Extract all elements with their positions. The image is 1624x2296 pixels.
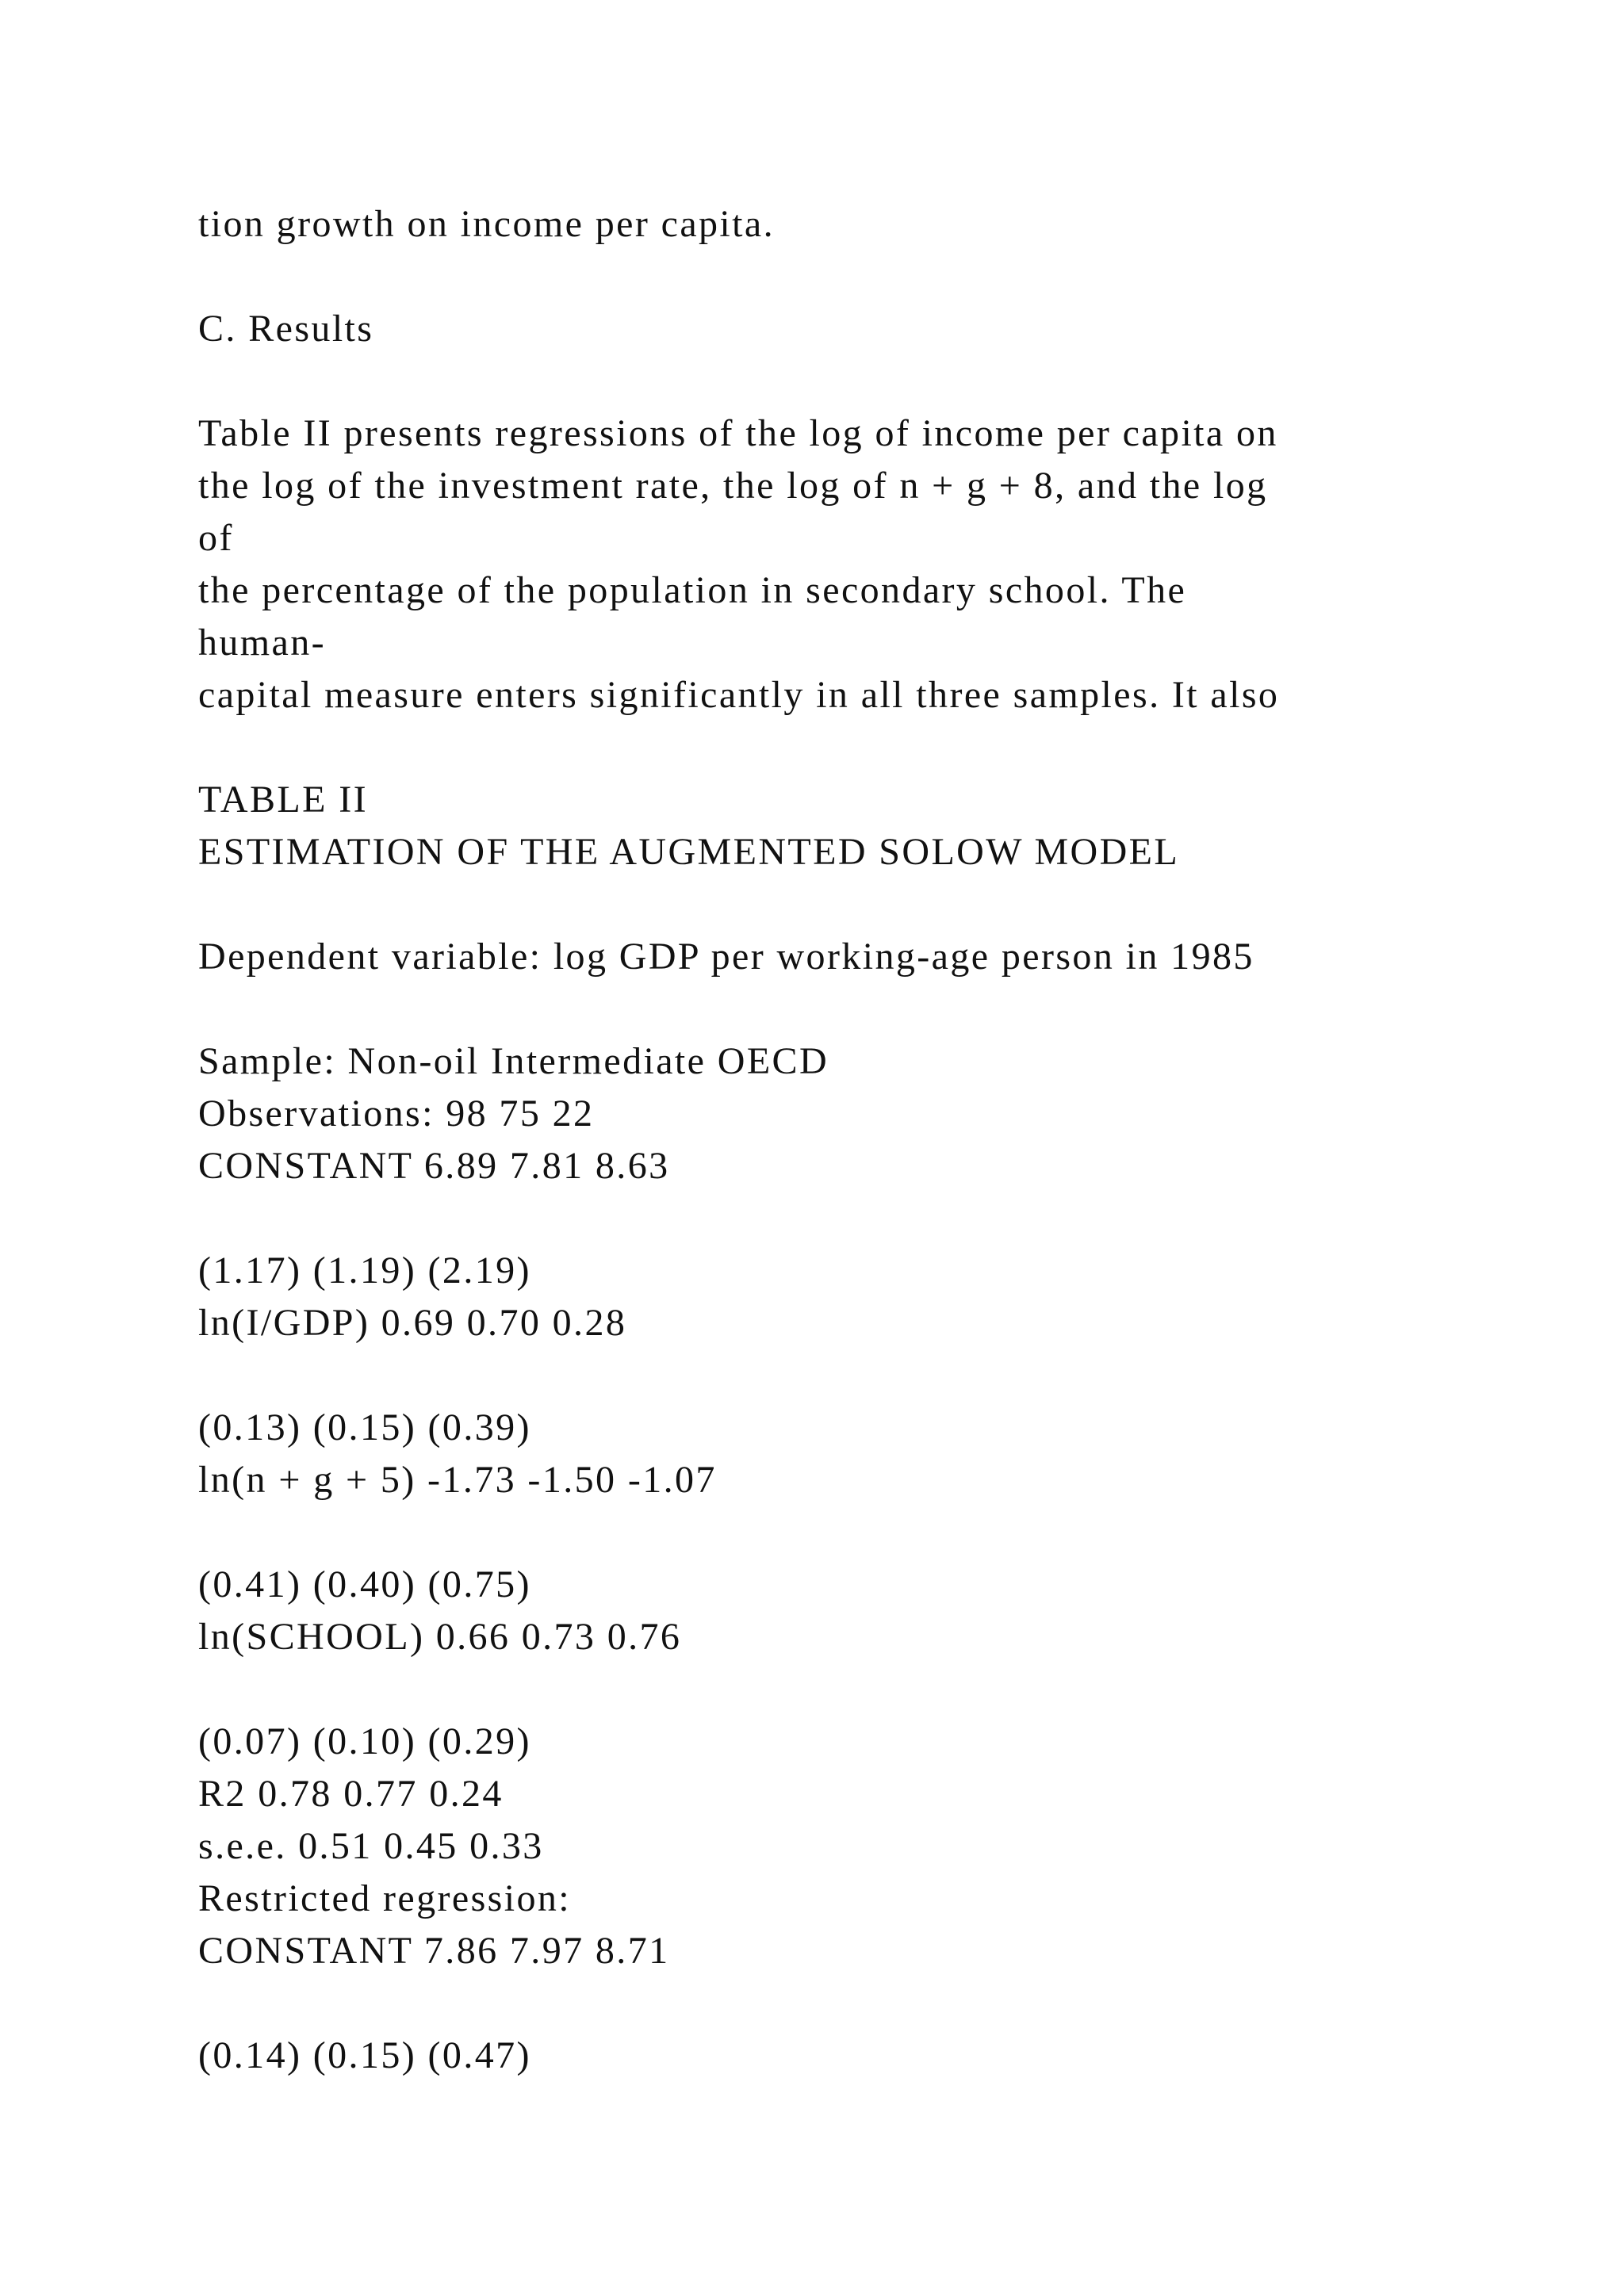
text-line: the percentage of the population in secondary school. The — [198, 569, 1187, 611]
text-line: capital measure enters significantly in all three samples. It also — [198, 674, 1280, 716]
text-line: human- — [198, 622, 327, 664]
text-line: tion growth on income per capita. — [198, 203, 776, 245]
table-title: ESTIMATION OF THE AUGMENTED SOLOW MODEL — [198, 831, 1180, 873]
blank-line — [198, 1977, 1546, 2030]
table-stderr-row: (0.41) (0.40) (0.75) — [198, 1563, 531, 1605]
section-heading: C. Results — [198, 308, 374, 350]
table-constant-row: CONSTANT 6.89 7.81 8.63 — [198, 1145, 670, 1187]
text-line: of — [198, 517, 234, 559]
blank-line — [198, 251, 1546, 303]
table-stderr-row: (0.07) (0.10) (0.29) — [198, 1720, 531, 1762]
blank-line — [198, 355, 1546, 408]
blank-line — [198, 1663, 1546, 1716]
table-stderr-row: (0.14) (0.15) (0.47) — [198, 2034, 531, 2076]
table-investment-row: ln(I/GDP) 0.69 0.70 0.28 — [198, 1302, 627, 1344]
text-line: the log of the investment rate, the log of n + g + 8, and the log — [198, 465, 1268, 507]
blank-line — [198, 1192, 1546, 1245]
blank-line — [198, 1349, 1546, 1402]
blank-line — [198, 878, 1546, 931]
table-label: TABLE II — [198, 779, 368, 821]
table-see-row: s.e.e. 0.51 0.45 0.33 — [198, 1825, 544, 1867]
table-r2-row: R2 0.78 0.77 0.24 — [198, 1773, 504, 1815]
table-growth-row: ln(n + g + 5) -1.73 -1.50 -1.07 — [198, 1459, 717, 1501]
blank-line — [198, 721, 1546, 774]
table-restricted-constant-row: CONSTANT 7.86 7.97 8.71 — [198, 1930, 670, 1972]
blank-line — [198, 983, 1546, 1035]
document-page — [198, 198, 1546, 2082]
table-stderr-row: (0.13) (0.15) (0.39) — [198, 1406, 531, 1448]
table-stderr-row: (1.17) (1.19) (2.19) — [198, 1249, 531, 1292]
text-line: Table II presents regressions of the log of income per capita on — [198, 412, 1278, 454]
table-observations-row: Observations: 98 75 22 — [198, 1093, 595, 1135]
table-school-row: ln(SCHOOL) 0.66 0.73 0.76 — [198, 1616, 682, 1658]
blank-line — [198, 1506, 1546, 1559]
table-dependent-variable: Dependent variable: log GDP per working-age person in 1985 — [198, 936, 1254, 978]
table-sample-row: Sample: Non-oil Intermediate OECD — [198, 1040, 829, 1082]
table-restricted-heading: Restricted regression: — [198, 1877, 572, 1919]
